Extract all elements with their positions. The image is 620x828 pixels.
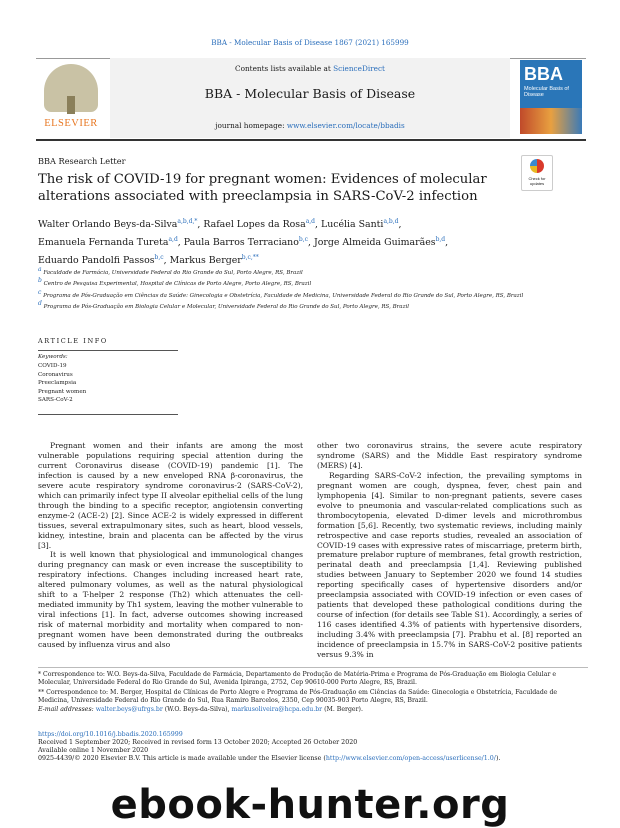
affiliation: $^b$ Centro de Pesquisa Experimental, Hospital de Clínicas de Porto Alegre, Porto Alegre, RS, Brazil xyxy=(38,277,312,288)
license-link[interactable]: http://www.elsevier.com/open-access/userlicense/1.0/ xyxy=(325,755,496,763)
journal-cover[interactable] xyxy=(520,60,582,134)
journal-reference[interactable]: BBA - Molecular Basis of Disease 1867 (2021) 165999 xyxy=(211,38,409,47)
doi-link[interactable]: https://doi.org/10.1016/j.bbadis.2020.165999 xyxy=(38,731,183,738)
cover-label: BBA xyxy=(524,64,563,84)
body-paragraph: Pregnant women and their infants are among the most vulnerable populations requiring special attention during the current Coronavirus disease (COVID-19) pandemic [1]. The infection is caused by a new enveloped RNA β-coronavirus, the severe acute respiratory syndrome coronavirus-2 (SARS-CoV-2), which can primarily infect type II alveolar epithelial cells of the lung through the binding to a specific receptor, angiotensin converting enzyme-2 (ACE-2) [2]. Since ACE-2 is widely expressed in different tissues, several extrapulmonary sites, such as heart, blood vessels, kidney, intestine, brain and placenta can be affected by the virus [3]. xyxy=(38,441,303,550)
license-line: 0925-4439/© 2020 Elsevier B.V. This article is made available under the Elsevier license (http://www.elsevier.com/open-access/userlicense/1.0/). xyxy=(38,755,501,763)
received-dates: Received 1 September 2020; Received in revised form 13 October 2020; Accepted 26 October 2020 xyxy=(38,739,358,747)
affiliations xyxy=(38,266,558,312)
cover-subtitle: Molecular Basis of Disease xyxy=(524,86,569,98)
elsevier-logo xyxy=(36,60,106,134)
keywords-label: Keywords: xyxy=(38,354,68,360)
author[interactable]: Eduardo Pandolfi Passos xyxy=(38,255,155,267)
email-link[interactable]: walter.beys@ufrgs.br xyxy=(95,706,163,714)
body-column-right xyxy=(317,441,582,660)
contents-line: Contents lists available at ScienceDirect xyxy=(235,64,385,73)
crossmark-icon xyxy=(530,159,544,173)
homepage-link[interactable]: www.elsevier.com/locate/bbadis xyxy=(286,121,405,130)
body-paragraph: It is well known that physiological and immunological changes during pregnancy can mask or even increase the susceptibility to respiratory infections. Changes including increased heart rate, altered pulmonary volumes, as well as the natural physiological shift to a T-helper 2 response (Th2) which attenuates the cell-mediated immunity by Th1 system, leaving the mother vulnerable to viral infections [1]. In fact, adverse outcomes showing increased risk of maternal morbidity and mortality when compared to non-pregnant women have been demonstrated during the outbreaks caused by influenza virus and also xyxy=(38,550,303,650)
author[interactable]: Lucélia Santi xyxy=(320,219,384,231)
footnotes xyxy=(38,671,588,715)
divider xyxy=(38,667,588,668)
correspondence-note: * Correspondence to: W.O. Beys-da-Silva, Faculdade de Farmácia, Departamento de Produção de Matéria-Prima e Programa de Pós-Graduação em Biologia Celular e Molecular, Universidade Federal do Rio Grande do Sul, Avenida Ipiranga, 2752, Cep 90610-000 Porto Alegre, RS, Brazil. xyxy=(38,671,557,687)
keyword: Preeclampsia xyxy=(38,380,77,387)
article-info-heading: ARTICLE INFO xyxy=(38,337,108,345)
author[interactable]: Walter Orlando Beys-da-Silva xyxy=(38,219,178,231)
article-title: The risk of COVID-19 for pregnant women: Evidences of molecular alterations associated with preeclampsia in SARS-CoV-2 infection xyxy=(38,172,487,204)
publisher-name: ELSEVIER xyxy=(44,118,98,129)
author-list: Walter Orlando Beys-da-Silva$^{a,b,d,*}$, Rafael Lopes da Rosa$^{a,d}$, Lucélia Santi$^{a,b,d}$, Emanuela Fernanda Tureta$^{a,d}$, Paula Barros Terraciano$^{b,c}$, Jorge Almeida Guimarães$^{b,d}$, Eduardo Pandolfi Passos$^{b,c}$, Markus Berger$^{b,c,**}$ xyxy=(38,218,449,267)
email-link[interactable]: markusoliveira@hcpa.edu.br xyxy=(231,706,323,714)
keyword: COVID-19 xyxy=(38,363,67,369)
check-for-updates-button[interactable] xyxy=(521,155,553,191)
author[interactable]: Markus Berger xyxy=(169,255,242,267)
correspondence-note: ** Correspondence to: M. Berger, Hospital de Clínicas de Porto Alegre e Programa de Pós-Graduação em Ciências da Saúde: Ginecologia e Obstetrícia, Faculdade de Medicina, Universidade Federal do Rio Grande do Sul, Rua Ramiro Barcelos, 2350, Cep 90035-903 Porto Alegre, RS, Brazil. xyxy=(38,688,558,704)
keyword: Coronavirus xyxy=(38,371,73,378)
divider xyxy=(38,414,178,415)
keywords-list xyxy=(38,362,86,405)
article-type: BBA Research Letter xyxy=(38,156,126,166)
body-paragraph: other two coronavirus strains, the severe acute respiratory syndrome (SARS) and the Middle East respiratory syndrome (MERS) [4]. xyxy=(317,441,582,470)
affiliation: $^c$ Programa de Pós-Graduação em Ciências da Saúde: Ginecologia e Obstetrícia, Faculdade de Medicina, Universidade Federal do Rio Grande do Sul, Porto Alegre, RS, Brazil xyxy=(38,288,524,299)
affiliation: $^a$ Faculdade de Farmácia, Universidade Federal do Rio Grande do Sul, Porto Alegre, RS, Brazil xyxy=(38,266,303,276)
author[interactable]: Emanuela Fernanda Tureta xyxy=(38,237,169,249)
publication-info xyxy=(38,731,588,763)
body-paragraph: Regarding SARS-CoV-2 infection, the prevailing symptoms in pregnant women are cough, dyspnea, fever, chest pain and lymphopenia [4]. Similar to non-pregnant patients, severe cases evolve to pneumonia and vascular-related complications such as thrombocytopenia, elevated D-dimer levels and microthrombus formation [5,6]. Recently, two systematic reviews, including mainly retrospective and case reports studies, revealed an association of COVID-19 cases with expressive rates of miscarriage, preterm birth, premature prelabor rupture of membranes, fetal growth restriction, perinatal death and preeclampsia [1,4]. Reviewing published studies between January to September 2020 we found 14 studies reporting specifically cases of hypertensive disorders and/or preeclampsia associated with COVID-19 infection or even cases of patients that developed these pathological conditions during the course of infection (for details see Table S1). Accordingly, a series of 116 cases identified 4.3% of patients with hypertensive disorders, including 3.4% with preeclampsia [7]. Prabhu et al. [8] reported an incidence of preeclampsia in 15.7% in SARS-CoV-2 positive patients versus 9.3% in xyxy=(317,470,582,660)
author[interactable]: Jorge Almeida Guimarães xyxy=(313,237,436,249)
watermark: ebook-hunter.org xyxy=(110,782,510,828)
journal-title: BBA - Molecular Basis of Disease xyxy=(204,86,416,101)
online-date: Available online 1 November 2020 xyxy=(38,747,149,755)
keyword: SARS-CoV-2 xyxy=(38,397,73,404)
affiliation: $^d$ Programa de Pós-Graduação em Biologia Celular e Molecular, Universidade Federal do Rio Grande do Sul, Porto Alegre, RS, Brazil xyxy=(38,300,409,311)
journal-homepage: journal homepage: www.elsevier.com/locate/bbadis xyxy=(215,121,405,130)
email-addresses: E-mail addresses: walter.beys@ufrgs.br (W.O. Beys-da-Silva), markusoliveira@hcpa.edu.br (M. Berger). xyxy=(38,706,363,714)
author[interactable]: Rafael Lopes da Rosa xyxy=(203,219,306,231)
divider xyxy=(38,350,178,351)
body-column-left xyxy=(38,441,303,650)
check-updates-label: Check for updates xyxy=(528,176,546,186)
sciencedirect-link[interactable]: ScienceDirect xyxy=(333,64,385,73)
keyword: Pregnant women xyxy=(38,388,87,395)
author[interactable]: Paula Barros Terraciano xyxy=(183,237,299,249)
